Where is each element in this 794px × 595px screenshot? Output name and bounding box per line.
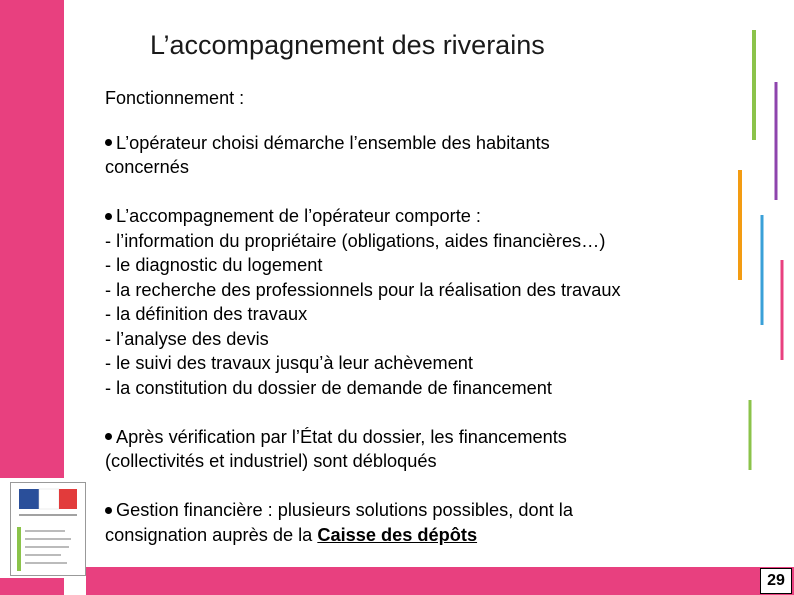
list-item: - la recherche des professionnels pour la réalisation des travaux — [105, 279, 621, 300]
bullet-dot-icon — [105, 433, 112, 440]
bullet-dot-icon — [105, 507, 112, 514]
bullet-paragraph-3: Après vérification par l’État du dossier, les financements (collectivités et industriel) sont débloqués — [105, 426, 567, 471]
bullet-paragraph-4: Gestion financière : plusieurs solutions possibles, dont la consignation auprès de la Caisse des dépôts — [105, 500, 573, 545]
list-item: - la constitution du dossier de demande de financement — [105, 377, 552, 398]
bullet-dot-icon — [105, 213, 112, 220]
ministry-logo — [10, 482, 86, 576]
section-subtitle: Fonctionnement : — [105, 88, 245, 108]
bullet-paragraph-1: L’opérateur choisi démarche l’ensemble des habitants concernés — [105, 132, 550, 177]
list-item: - l’information du propriétaire (obligations, aides financières…) — [105, 230, 606, 251]
bullet-dot-icon — [105, 139, 112, 146]
list-item: - le suivi des travaux jusqu’à leur achèvement — [105, 353, 473, 373]
list-item: - l’analyse des devis — [105, 328, 269, 349]
footer-bar — [86, 567, 794, 595]
caisse-des-depots-link[interactable]: Caisse des dépôts — [317, 524, 478, 545]
slide-content — [105, 86, 745, 547]
slide-title: L’accompagnement des riverains — [150, 30, 545, 60]
list-item: - le diagnostic du logement — [105, 255, 323, 275]
list-item: - la définition des travaux — [105, 304, 308, 324]
page-number: 29 — [760, 568, 792, 594]
bullet-paragraph-2: L’accompagnement de l’opérateur comporte : - l’information du propriétaire (obligations, aides financières…) - le diagnostic du logement - la recherche des professionnels pour la réalisation des travaux - la définition des travaux - l’analyse des devis - le suivi des travaux jusqu’à leur achèvement - la constitution du dossier de demande de financement — [105, 206, 621, 398]
